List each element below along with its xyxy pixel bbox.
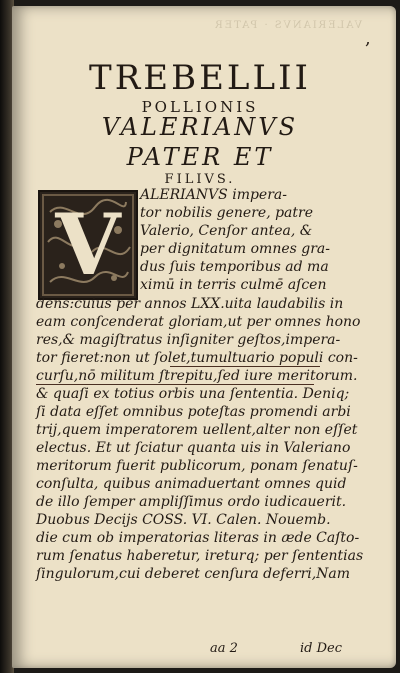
show-through-text: VALERIANVS · PATER — [213, 20, 362, 31]
text-line: trij,quem imperatorem uellent,alter non eſſet — [36, 422, 358, 438]
text-line: dus ſuis temporibus ad ma — [140, 259, 329, 275]
text-line: res,& magiſtratus inſigniter geſtos,impera- — [36, 332, 341, 348]
text-line: meritorum fuerit publicorum, ponam ſenatuſ- — [36, 458, 358, 474]
title-pater-et: PATER ET — [126, 143, 274, 171]
text-line: eam conſcenderat gloriam,ut per omnes hono — [36, 314, 361, 330]
text-line: Valerio, Cenſor antea, & — [140, 223, 313, 239]
text-line: die cum ob imperatorias literas in æde Caſto- — [36, 530, 360, 546]
text-line: ALERIANVS impera- — [140, 187, 287, 203]
text-line: rum ſenatus haberetur, ireturq; per ſententias — [36, 548, 364, 564]
drop-cap-letter: V — [55, 195, 121, 294]
text-line: de illo ſemper ampliſſimus ordo iudicauerit. — [36, 494, 347, 510]
text-line: tor fieret:non ut ſolet,tumultuario populi con- — [36, 350, 358, 366]
text-line: dens:cuius per annos LXX.uita laudabilis in — [36, 296, 344, 312]
title-pollionis: POLLIONIS — [141, 98, 259, 116]
text-line: & quaſi ex totius orbis una ſententia. Deniq; — [36, 386, 350, 402]
text-line: conſulta, quibus animaduertant omnes quid — [36, 476, 347, 492]
title-valerianus: VALERIANVS — [101, 113, 299, 141]
text-line: electus. Et ut ſciatur quanta uis in Valeriano — [36, 440, 351, 456]
text-line: curſu,nō militum ſtrepitu,ſed iure meritorum. — [36, 368, 358, 384]
folio-mark: , — [365, 28, 371, 49]
text-line: ximū in terris culmē aſcen — [140, 277, 327, 293]
text-line: ſi data eſſet omnibus poteſtas promendi arbi — [36, 404, 351, 420]
text-line: Duobus Decijs COSS. VI. Calen. Nouemb. — [36, 512, 331, 528]
catchword: id Dec — [300, 641, 343, 656]
title-trebellii: TREBELLII — [89, 58, 311, 98]
title-filius: FILIVS. — [164, 172, 236, 187]
decorated-initial — [38, 190, 138, 300]
text-line: ſingulorum,cui deberet cenſura deferri,Nam — [36, 566, 351, 582]
text-line: tor nobilis genere, patre — [140, 205, 314, 221]
text-line: per dignitatum omnes gra- — [140, 241, 330, 257]
signature-mark: aa 2 — [210, 641, 238, 656]
